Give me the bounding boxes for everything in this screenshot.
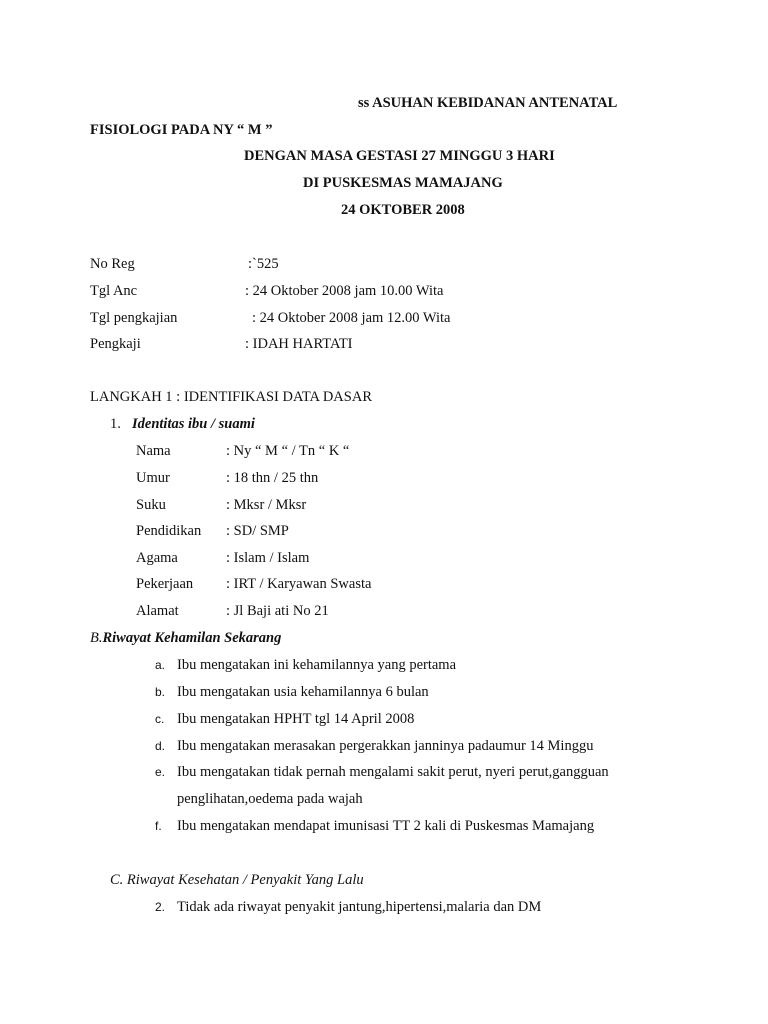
identity-value-pekerjaan: : IRT / Karyawan Swasta: [226, 576, 372, 592]
section-b-item-a: Ibu mengatakan ini kehamilannya yang pertama: [177, 657, 457, 673]
document-title-line-2: FISIOLOGI PADA NY “ M ”: [90, 122, 273, 138]
section-b-marker-f: f.: [155, 819, 162, 833]
identity-label-nama: Nama: [136, 443, 171, 459]
identity-value-alamat: : Jl Baji ati No 21: [226, 603, 329, 619]
section-c-heading: C. Riwayat Kesehatan / Penyakit Yang Lalu: [110, 872, 364, 888]
section-b-item-f: Ibu mengatakan mendapat imunisasi TT 2 kali di Puskesmas Mamajang: [177, 818, 595, 834]
document-title-line-1: ss ASUHAN KEBIDANAN ANTENATAL: [358, 95, 618, 111]
identity-label-alamat: Alamat: [136, 603, 179, 619]
identity-value-agama: : Islam / Islam: [226, 550, 310, 566]
section-b-marker-a: a.: [155, 658, 166, 672]
identity-label-pekerjaan: Pekerjaan: [136, 576, 194, 592]
identity-value-suku: : Mksr / Mksr: [226, 497, 307, 513]
document-title-line-5: 24 OKTOBER 2008: [341, 202, 465, 218]
meta-label-no-reg: No Reg: [90, 256, 135, 272]
section-b-item-e: Ibu mengatakan tidak pernah mengalami sakit perut, nyeri perut,gangguan: [177, 764, 609, 780]
meta-value-tgl-anc: : 24 Oktober 2008 jam 10.00 Wita: [245, 283, 444, 299]
identity-label-agama: Agama: [136, 550, 178, 566]
meta-value-tgl-pengkajian: : 24 Oktober 2008 jam 12.00 Wita: [252, 310, 451, 326]
meta-value-no-reg: :`525: [248, 256, 279, 272]
document-title-line-3: DENGAN MASA GESTASI 27 MINGGU 3 HARI: [244, 148, 555, 164]
identity-value-pendidikan: : SD/ SMP: [226, 523, 289, 539]
section-b-marker-e: e.: [155, 765, 166, 779]
identity-label-pendidikan: Pendidikan: [136, 523, 202, 539]
section-b-item-c: Ibu mengatakan HPHT tgl 14 April 2008: [177, 711, 415, 727]
section-b-item-d: Ibu mengatakan merasakan pergerakkan janninya padaumur 14 Minggu: [177, 738, 594, 754]
meta-label-tgl-pengkajian: Tgl pengkajian: [90, 310, 178, 326]
meta-value-pengkaji: : IDAH HARTATI: [245, 336, 353, 352]
section-c-item-2: Tidak ada riwayat penyakit jantung,hipertensi,malaria dan DM: [177, 899, 542, 915]
section-b-item-e-continued: penglihatan,oedema pada wajah: [177, 791, 363, 807]
section-b-marker-b: b.: [155, 685, 166, 699]
step1-sub-heading: Identitas ibu / suami: [132, 416, 255, 432]
meta-label-pengkaji: Pengkaji: [90, 336, 141, 352]
section-b-title: [90, 629, 281, 647]
section-c-marker-2: 2.: [155, 900, 166, 914]
section-b-prefix: B.: [90, 630, 103, 646]
section-b-heading: Riwayat Kehamilan Sekarang: [102, 630, 282, 646]
section-b-marker-d: d.: [155, 739, 166, 753]
identity-value-umur: : 18 thn / 25 thn: [226, 470, 319, 486]
meta-label-tgl-anc: Tgl Anc: [90, 283, 138, 299]
section-b-item-b: Ibu mengatakan usia kehamilannya 6 bulan: [177, 684, 429, 700]
step1-sub-number: 1.: [110, 416, 121, 432]
identity-value-nama: : Ny “ M “ / Tn “ K “: [226, 443, 350, 459]
document-title-line-4: DI PUSKESMAS MAMAJANG: [303, 175, 503, 191]
identity-label-umur: Umur: [136, 470, 170, 486]
identity-label-suku: Suku: [136, 497, 166, 513]
section-b-marker-c: c.: [155, 712, 165, 726]
step1-heading: LANGKAH 1 : IDENTIFIKASI DATA DASAR: [90, 389, 372, 405]
